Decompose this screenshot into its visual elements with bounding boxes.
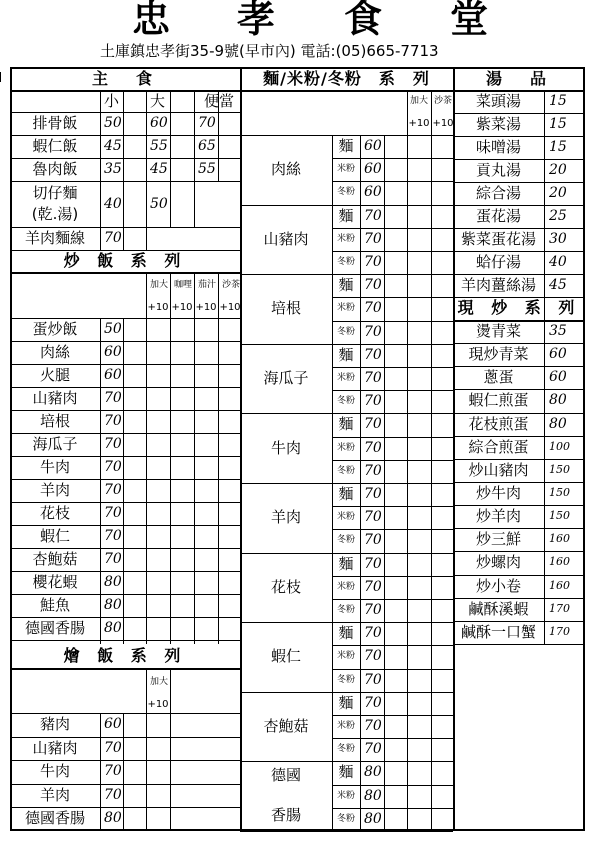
fried-item-name: 海瓜子 [32,435,78,453]
noodle-item-name: 山豬肉 [263,229,309,248]
noodle-kind: 米粉 [336,721,355,731]
fried-col-header: 茄汁 [197,280,216,290]
soup-item-name: 味噌湯 [475,138,521,156]
noodle-price: 70 [364,741,382,758]
rule [332,367,453,368]
stir-item-name: 花枝煎蛋 [468,414,529,433]
fried-item-name: 羊肉 [39,481,70,499]
fried-item-name: 培根 [39,412,70,430]
noodle-item-name: 牛肉 [270,438,301,457]
stir-price: 170 [549,624,570,638]
fried-price: 80 [104,597,122,613]
braised-item-name: 羊肉 [39,785,70,804]
noodle-kind: 米粉 [336,651,355,662]
noodle-kind: 米粉 [336,303,355,314]
rule [123,713,124,831]
noodle-kind: 冬粉 [336,744,355,755]
noodle-col-header: 加大 [409,96,428,106]
noodle-price: 70 [364,393,382,410]
noodle-item-name: 肉絲 [270,160,301,179]
title-char: 忠 [131,0,170,41]
fried-item-name: 德國香腸 [24,619,85,637]
noodle-kind: 麵 [338,276,354,295]
stir-price: 60 [549,369,567,386]
noodle-add: +10 [432,118,454,129]
rule [100,90,101,250]
main-item-name: 羊肉麵線 [24,229,85,247]
stir-price: 35 [549,323,567,339]
main-price: 70 [198,115,216,131]
fried-item-name: 花枝 [39,504,70,522]
rule [453,644,585,645]
soup-item-name: 紫菜湯 [475,115,521,133]
main-item-name: 排骨飯 [32,114,78,132]
soup-price: 20 [549,185,567,201]
braised-item-name: 山豬肉 [32,738,78,757]
noodle-kind: 麵 [338,206,354,225]
noodle-price: 70 [364,346,382,363]
rule [100,318,101,644]
noodle-item-name: 海瓜子 [263,369,309,387]
noodle-kind: 冬粉 [336,326,355,337]
soup-price: 25 [549,208,567,224]
noodle-price: 60 [364,161,382,178]
main-price: 50 [104,115,122,131]
stir-item-name: 燙青菜 [475,322,521,340]
noodle-kind: 米粉 [336,442,355,453]
noodle-item-name: 蝦仁 [270,647,301,666]
rule [10,640,240,641]
fried-add: +10 [147,302,169,313]
soup-item-name: 蛤仔湯 [475,253,521,271]
braised-add: +10 [147,699,169,710]
stir-price: 160 [549,578,570,592]
fried-item-name: 櫻花蝦 [32,573,78,591]
fried-item-name: 火腿 [39,366,70,384]
soup-item-name: 紫菜蛋花湯 [460,230,536,248]
noodle-kind: 麵 [338,624,354,643]
noodle-price: 70 [364,416,382,433]
stir-price: 150 [549,509,570,523]
main-col-header: 小 [104,92,120,110]
stir-item-name: 炒山豬肉 [468,460,529,479]
stir-item-name: 炒小卷 [475,576,521,595]
noodle-kind: 冬粉 [336,396,355,407]
main-price: 60 [150,115,168,131]
noodle-price: 60 [364,184,382,201]
soup-price: 30 [549,231,567,247]
rule [332,645,453,646]
rule [10,272,240,274]
stir-price: 150 [549,486,570,499]
main-title: 主 食 [91,69,158,88]
rule [332,158,453,159]
rule [0,72,1,82]
rule [332,437,453,438]
noodle-price: 70 [364,602,382,618]
fried-item-name: 杏鮑菇 [32,550,78,568]
noodle-kind: 麵 [338,693,354,712]
rule [146,318,147,644]
noodle-kind: 米粉 [336,233,355,244]
fried-add: +10 [195,302,217,313]
noodle-item-name: 德國 香腸 [270,766,301,825]
noodle-price: 70 [364,300,382,317]
rule [170,668,171,713]
title-char: 堂 [449,0,488,41]
noodle-price: 80 [364,810,382,827]
stir-item-name: 鹹酥一口蟹 [460,622,536,641]
noodle-price: 70 [364,625,382,642]
noodle-price: 70 [364,486,382,502]
rule [123,90,124,250]
noodle-kind: 冬粉 [336,535,355,546]
fried-price: 50 [104,321,122,337]
braised-item-name: 牛肉 [39,762,70,781]
stir-item-name: 炒螺肉 [475,553,521,572]
main-price: 45 [150,161,168,177]
soup-price: 15 [549,139,567,155]
fried-col-header: 沙茶 [221,280,240,290]
noodle-price: 70 [364,509,382,526]
rule [332,228,453,229]
stir-item-name: 炒羊肉 [475,507,521,526]
noodle-item-name: 羊肉 [270,508,301,527]
noodle-kind: 冬粉 [336,605,355,615]
rule [332,785,453,786]
fried-price: 70 [104,551,122,567]
fried-price: 70 [104,436,122,452]
main-item-name: 蝦仁飯 [32,137,78,155]
soup-price: 15 [549,93,567,109]
rule [100,713,101,831]
fried-item-name: 山豬肉 [32,389,78,407]
fried-item-name: 牛肉 [39,458,70,476]
main-item-name: 切仔麵 (乾.湯) [31,184,79,223]
noodle-kind: 冬粉 [336,674,355,685]
noodle-price: 70 [364,254,382,270]
braised-title: 燴 飯 系 列 [63,646,187,665]
noodle-kind: 麵 [338,415,354,434]
noodle-price: 70 [364,439,382,456]
main-price: 55 [150,138,168,154]
fried-item-name: 肉絲 [39,343,70,361]
soup-price: 45 [549,277,567,293]
noodle-add: +10 [408,118,430,129]
soup-title: 湯 品 [485,69,552,88]
stir-price: 160 [549,532,570,546]
stir-price: 80 [549,392,567,409]
noodle-item-name: 花枝 [270,577,301,596]
braised-item-name: 德國香腸 [24,809,85,828]
soup-item-name: 菜頭湯 [475,92,521,110]
noodle-kind: 麵 [338,485,354,503]
stir-item-name: 炒牛肉 [475,484,521,502]
noodle-kind: 米粉 [336,512,355,523]
noodle-price: 70 [364,532,382,549]
stir-price: 160 [549,555,570,569]
noodle-price: 70 [364,462,382,479]
noodle-price: 80 [364,764,382,781]
noodle-price: 70 [364,694,382,711]
rule [332,715,453,716]
soup-item-name: 貢丸湯 [475,161,521,179]
rule [10,181,240,182]
rule [332,576,453,577]
main-col-header: 便當 [204,92,235,110]
fried-price: 70 [104,528,122,544]
noodle-kind: 米粉 [336,581,355,592]
noodle-price: 70 [364,555,382,572]
main-price: 35 [104,161,122,177]
braised-price: 70 [104,786,122,803]
noodle-title: 麵/米粉/冬粉 系 列 [263,69,430,88]
noodle-price: 70 [364,671,382,688]
main-price: 70 [104,230,122,246]
stir-item-name: 現炒青菜 [468,345,529,364]
rule [218,318,219,644]
rule [194,90,195,227]
noodle-kind: 麵 [338,137,354,155]
noodle-price: 70 [364,230,382,247]
title-char: 孝 [236,0,275,41]
title-char: 食 [343,0,382,41]
rule [194,318,195,644]
address-line: 土庫鎮忠孝街35-9號(早市內) 電話:(05)665-7713 [100,42,439,60]
braised-price: 80 [104,810,122,827]
main-col-header: 大 [150,92,166,110]
noodle-price: 70 [364,207,382,224]
fried-item-name: 蛋炒飯 [32,320,78,338]
soup-price: 20 [549,162,567,178]
noodle-kind: 冬粉 [336,813,355,824]
stir-price: 150 [549,462,570,476]
noodle-kind: 冬粉 [336,187,355,198]
noodle-price: 70 [364,648,382,665]
stir-price: 80 [549,415,567,432]
soup-price: 15 [549,116,567,132]
soup-price: 40 [549,254,567,270]
fried-col-header: 加大 [149,280,168,290]
noodle-kind: 麵 [338,345,354,364]
fried-price: 70 [104,482,122,498]
fried-add: +10 [171,302,193,313]
rule [240,90,453,92]
fried-add: +10 [219,302,241,313]
rule [170,713,171,831]
noodle-kind: 米粉 [336,790,355,801]
stir-item-name: 綜合煎蛋 [468,437,529,456]
fried-price: 70 [104,413,122,429]
rule [332,297,453,298]
fried-price: 70 [104,459,122,475]
braised-price: 70 [104,763,122,780]
noodle-col-header: 沙茶 [433,96,452,106]
soup-item-name: 蛋花湯 [475,207,521,225]
noodle-price: 70 [364,718,382,734]
fried-title: 炒 飯 系 列 [63,251,187,270]
stir-item-name: 蝦仁煎蛋 [468,391,529,410]
noodle-kind: 米粉 [336,164,355,175]
noodle-price: 70 [364,277,382,294]
noodle-price: 80 [364,787,382,804]
rule [146,713,147,831]
stir-item-name: 蔥蛋 [483,368,514,387]
main-item-name: 魯肉飯 [32,160,78,178]
rule [170,318,171,644]
braised-price: 60 [104,716,122,732]
fried-item-name: 蝦仁 [39,527,70,545]
soup-item-name: 綜合湯 [475,184,521,202]
stir-item-name: 鹹酥溪蝦 [468,599,529,618]
noodle-kind: 冬粉 [336,257,355,267]
noodle-kind: 米粉 [336,373,355,383]
main-price: 50 [150,196,168,212]
rule [123,318,124,644]
noodle-price: 70 [364,578,382,595]
rule [10,668,240,670]
main-price: 40 [104,196,122,212]
fried-price: 70 [104,505,122,521]
stir-title: 現 炒 系 列 [457,298,581,317]
fried-item-name: 鮭魚 [39,596,70,614]
main-price: 45 [104,138,122,154]
rule [146,90,147,250]
stir-price: 100 [549,439,570,453]
stir-item-name: 炒三鮮 [475,530,521,549]
fried-price: 60 [104,367,122,383]
soup-item-name: 羊肉薑絲湯 [460,276,536,294]
stir-price: 170 [549,601,570,615]
stir-price: 60 [549,346,567,363]
braised-col-header: 加大 [149,677,168,687]
fried-price: 80 [104,574,122,590]
braised-item-name: 豬肉 [39,715,70,733]
noodle-item-name: 杏鮑菇 [263,717,309,735]
main-price: 55 [198,161,216,177]
rule [332,506,453,507]
noodle-kind: 麵 [338,763,354,782]
fried-price: 70 [104,390,122,406]
noodle-kind: 冬粉 [336,465,355,476]
braised-price: 70 [104,739,122,756]
fried-price: 80 [104,620,122,636]
noodle-kind: 麵 [338,554,354,573]
noodle-price: 60 [364,138,382,154]
noodle-price: 70 [364,323,382,340]
main-price: 65 [198,138,216,154]
noodle-price: 70 [364,370,382,386]
fried-price: 60 [104,344,122,360]
fried-col-header: 咖哩 [173,280,192,290]
noodle-item-name: 培根 [270,299,301,318]
